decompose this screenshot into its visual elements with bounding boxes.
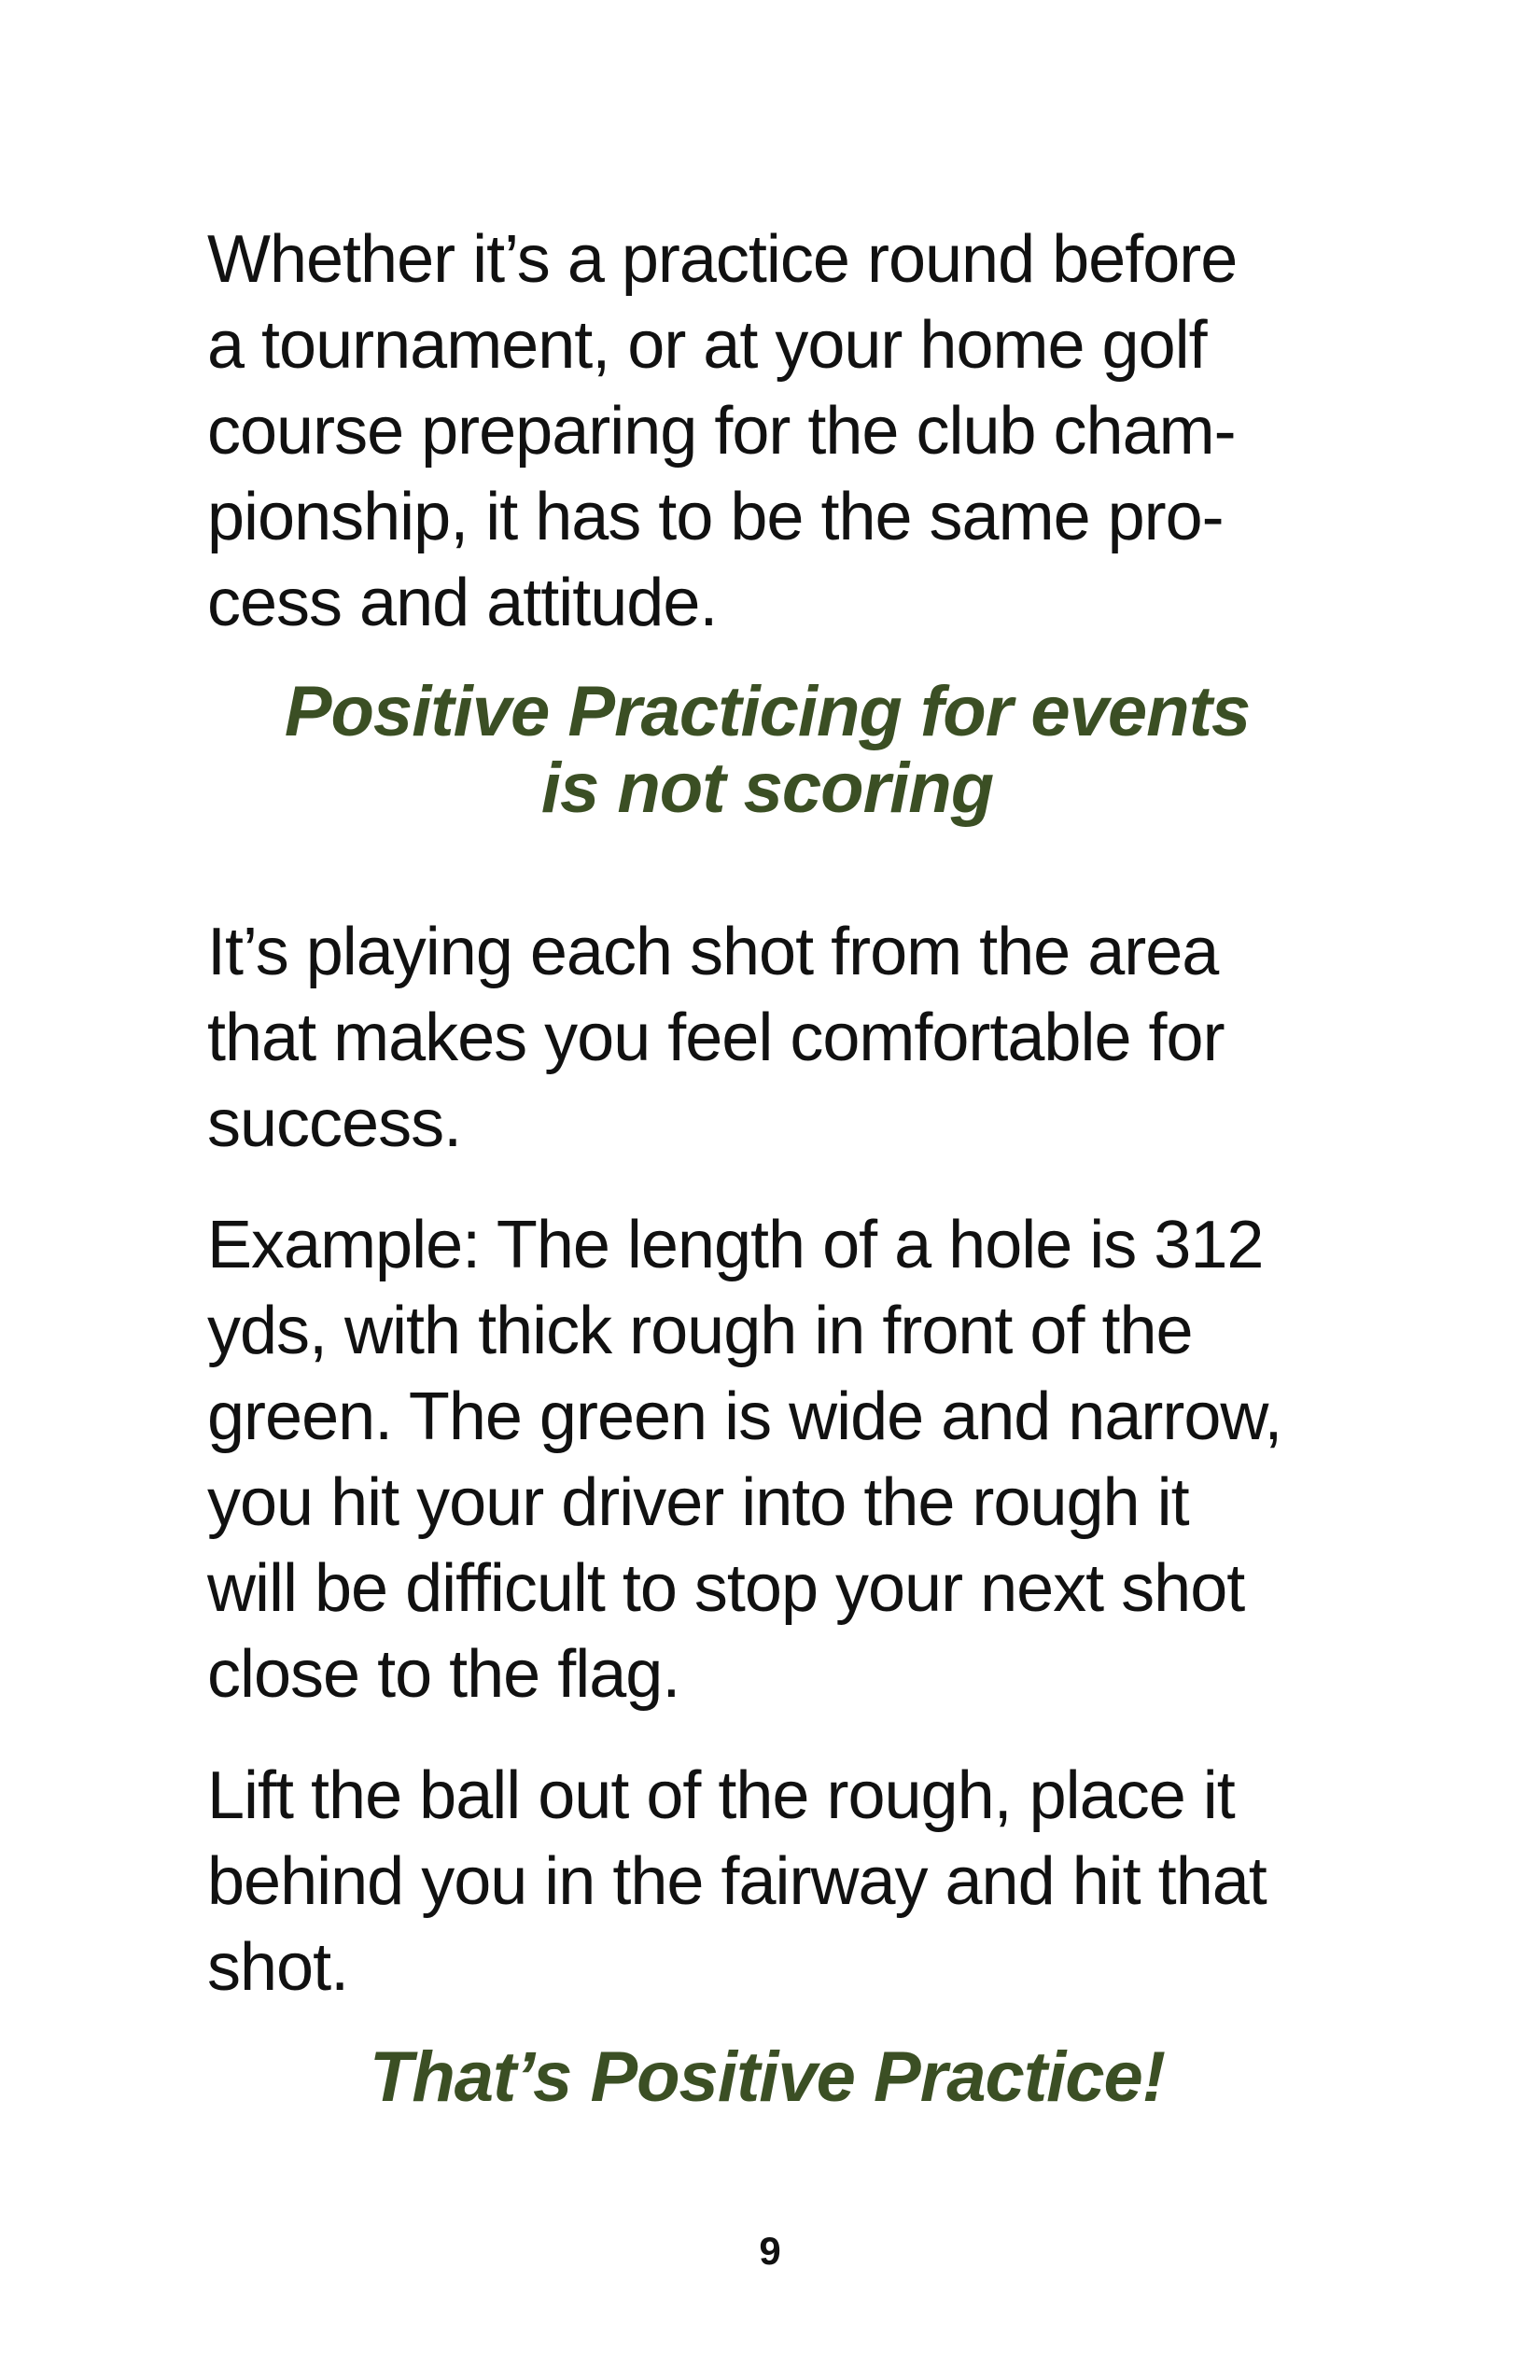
text-line: a tournament, or at your home golf — [207, 308, 1207, 383]
paragraph-practice-round — [207, 217, 1365, 646]
paragraph-example — [207, 1202, 1365, 1717]
closing-heading-positive-practice — [207, 2033, 1327, 2122]
text-line: cess and attitude. — [207, 566, 718, 640]
text-line: pionship, it has to be the same pro- — [207, 480, 1224, 554]
text-line: behind you in the fairway and hit that — [207, 1844, 1267, 1919]
text-line: Whether it’s a practice round before — [207, 222, 1238, 297]
paragraph-lift-the-ball — [207, 1753, 1365, 2010]
text-line: Example: The length of a hole is 312 — [207, 1208, 1264, 1282]
text-line: course preparing for the club cham- — [207, 394, 1236, 469]
heading-line: That’s Positive Practice! — [369, 2037, 1166, 2117]
heading-line: is not scoring — [540, 749, 994, 828]
text-line: yds, with thick rough in front of the — [207, 1294, 1193, 1368]
text-line: you hit your driver into the rough it — [207, 1465, 1189, 1540]
text-line: It’s playing each shot from the area — [207, 915, 1219, 989]
text-line: success. — [207, 1086, 462, 1161]
text-line: will be difficult to stop your next shot — [207, 1551, 1245, 1626]
text-line: green. The green is wide and narrow, — [207, 1379, 1282, 1454]
section-heading-positive-practicing — [207, 674, 1327, 827]
paragraph-playing-each-shot — [207, 909, 1365, 1167]
page-number: 9 — [759, 2229, 781, 2273]
text-line: Lift the ball out of the rough, place it — [207, 1758, 1235, 1833]
text-line: shot. — [207, 1930, 349, 2005]
heading-line: Positive Practicing for events — [284, 672, 1251, 751]
text-line: that makes you feel comfortable for — [207, 1001, 1225, 1075]
text-line: close to the flag. — [207, 1637, 680, 1712]
